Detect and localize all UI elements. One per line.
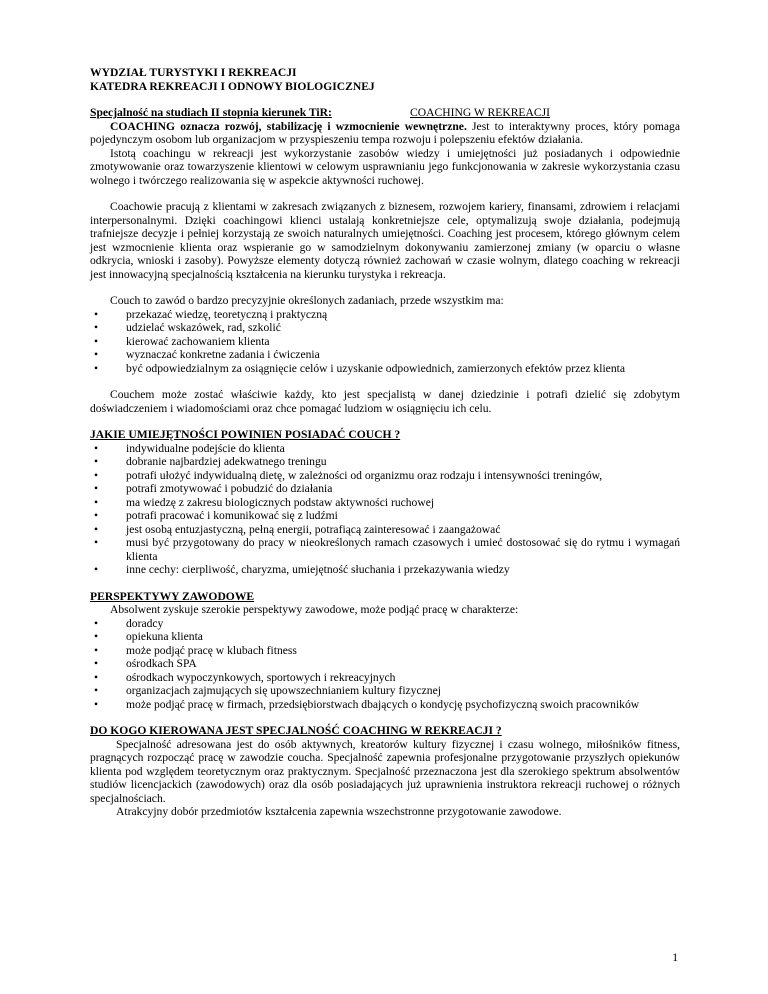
list-item: • przekazać wiedzę, teoretyczną i praktyczną xyxy=(90,308,680,322)
list-item: • inne cechy: cierpliwość, charyzma, umiejętność słuchania i przekazywania wiedzy xyxy=(90,563,680,577)
list-item: • musi być przygotowany do pracy w nieokreślonych ramach czasowych i umieć dostosować się do rytmu i wymagań klienta xyxy=(90,536,680,563)
list-item: • potrafi pracować i komunikować się z ludźmi xyxy=(90,509,680,523)
list-item: • udzielać wskazówek, rad, szkolić xyxy=(90,321,680,335)
specialization-line xyxy=(90,106,680,120)
specialization-label: Specjalność na studiach II stopnia kierunek TiR: xyxy=(90,106,332,119)
intro-rest: Jest to interaktywny proces, który pomaga pojedynczym osobom lub organizacjom w przyspieszeniu tempa rozwoju i polepszeniu efektów działania. xyxy=(90,119,680,146)
list-item: • może podjąć pracę w firmach, przedsiębiorstwach dbających o kondycję psychofizyczną swoich pracowników xyxy=(90,698,680,712)
closing-paragraph: Atrakcyjny dobór przedmiotów kształcenia zapewnia wszechstronne przygotowanie zawodowe. xyxy=(116,805,562,818)
prospects-intro: Absolwent zyskuje szerokie perspektywy zawodowe, może podjąć pracę w charakterze: xyxy=(110,603,519,616)
list-item: • potrafi ułożyć indywidualną dietę, w zależności od organizmu oraz rodzaju i intensywności treningów, xyxy=(90,469,680,483)
list-item: • potrafi zmotywować i pobudzić do działania xyxy=(90,482,680,496)
specialization-name: COACHING W REKREACJI xyxy=(410,106,550,119)
intro-paragraph xyxy=(90,120,680,147)
list-item: • ośrodkach SPA xyxy=(90,657,680,671)
list-item: • indywidualne podejście do klienta xyxy=(90,442,680,456)
list-item: • opiekuna klienta xyxy=(90,630,680,644)
list-item: • kierować zachowaniem klienta xyxy=(90,335,680,349)
list-item: • ośrodkach wypoczynkowych, sportowych i rekreacyjnych xyxy=(90,671,680,685)
target-heading: DO KOGO KIEROWANA JEST SPECJALNOŚĆ COACHING W REKREACJI ? xyxy=(90,724,502,737)
document-page xyxy=(90,66,680,819)
duties-list xyxy=(90,308,680,376)
who-can-paragraph: Couchem może zostać właściwie każdy, kto jest specjalistą w danej dziedzinie i potrafi dzielić się zdobytym doświadczeniem i wiadomościami oraz chce pomagać ludziom w osiągnięciu ich celu. xyxy=(90,388,680,415)
list-item: • wyznaczać konkretne zadania i ćwiczenia xyxy=(90,348,680,362)
list-item: • może podjąć pracę w klubach fitness xyxy=(90,644,680,658)
list-item: • doradcy xyxy=(90,617,680,631)
essence-paragraph: Istotą coachingu w rekreacji jest wykorzystanie zasobów wiedzy i umiejętności już posiadanych i odpowiednie zmotywowanie oraz towarzyszenie klientowi w celowym usprawnianiu jego funkcjonowania w zakresie wykorzystania czasu wolnego i twórczego realizowania się w aspekcie aktywności ruchowej. xyxy=(90,146,680,187)
duties-intro: Couch to zawód o bardzo precyzyjnie określonych zadaniach, przede wszystkim ma: xyxy=(110,294,504,307)
list-item: • być odpowiedzialnym za osiągnięcie celów i uzyskanie odpowiednich, zamierzonych efektów przez klienta xyxy=(90,362,680,376)
skills-heading: JAKIE UMIEJĘTNOŚCI POWINIEN POSIADAĆ COUCH ? xyxy=(90,428,401,441)
intro-bold: COACHING oznacza rozwój, stabilizację i wzmocnienie wewnętrzne. xyxy=(110,119,467,133)
faculty-name: WYDZIAŁ TURYSTYKI I REKREACJI xyxy=(90,66,297,79)
list-item: • ma wiedzę z zakresu biologicznych podstaw aktywności ruchowej xyxy=(90,496,680,510)
department-name: KATEDRA REKREACJI I ODNOWY BIOLOGICZNEJ xyxy=(90,79,375,93)
prospects-heading: PERSPEKTYWY ZAWODOWE xyxy=(90,589,255,603)
prospects-list xyxy=(90,617,680,712)
page-number: 1 xyxy=(672,951,678,964)
coaches-paragraph: Coachowie pracują z klientami w zakresach związanych z biznesem, rozwojem kariery, finansami, zdrowiem i relacjami interpersonalnymi. Dzięki coachingowi klienci ustalają konkretniejsze cele, optymalizują swoje działania, podejmują trafniejsze decyzje i pełniej korzystają ze swoich naturalnych umiejętności. Coaching jest procesem, którego głównym celem jest wzmocnienie klienta oraz wspieranie go w samodzielnym dokonywaniu zamierzonej zmiany (w oparciu o własne odkrycia, wnioski i zasoby). Powyższe elementy dotyczą również zachowań w czasie wolnym, dlatego coaching w rekreacji jest innowacyjną specjalnością kształcenia na kierunku turystyka i rekreacja. xyxy=(90,200,680,281)
target-paragraph: Specjalność adresowana jest do osób aktywnych, kreatorów kultury fizycznej i czasu wolnego, miłośników fitness, pragnących rozpocząć pracę w zawodzie coucha. Specjalność zapewnia profesjonalne przygotowanie przyszłych opiekunów klienta pod względem teoretycznym oraz praktycznym. Specjalność przeznaczona jest dla szerokiego spektrum absolwentów studiów licencjackich (zawodowych) oraz dla osób posiadających już uprawnienia instruktora rekreacji ruchowej o różnych specjalnościach. xyxy=(90,737,680,805)
list-item: • jest osobą entuzjastyczną, pełną energii, potrafiącą zainteresować i zaangażować xyxy=(90,523,680,537)
list-item: • organizacjach zajmujących się upowszechnianiem kultury fizycznej xyxy=(90,684,680,698)
skills-list xyxy=(90,442,680,577)
list-item: • dobranie najbardziej adekwatnego treningu xyxy=(90,455,680,469)
